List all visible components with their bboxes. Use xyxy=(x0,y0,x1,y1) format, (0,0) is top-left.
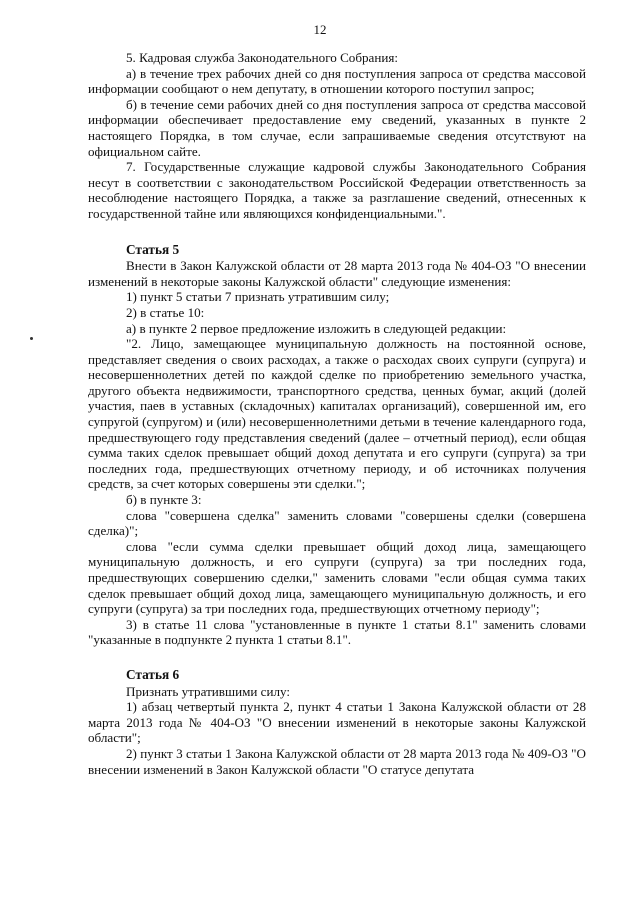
paragraph: "2. Лицо, замещающее муниципальную должность на постоянной основе, представляет сведения о своих расходах, а также о расходах своих супруги (супруга) и несовершеннолетних детей по каждой сделке по приобретению земельного участка, другого объекта недвижимости, транспортного средства, ценных бумаг, акций (долей участия, паев в уставных (складочных) капиталах организаций), совершенной им, его супругой (супругом) и (или) несовершеннолетними детьми в течение календарного года, предшествующего году представления сведений (далее – отчетный период), если общая сумма таких сделок превышает общий доход депутата и его супруги (супруга) за три последних года, предшествующих отчетному периоду, и об источниках получения средств, за счет которых совершены эти сделки."; xyxy=(88,336,586,492)
paragraph: 1) абзац четвертый пункта 2, пункт 4 статьи 1 Закона Калужской области от 28 марта 2013 года № 404-ОЗ "О внесении изменений в некоторые законы Калужской области"; xyxy=(88,699,586,746)
paragraph: а) в пункте 2 первое предложение изложить в следующей редакции: xyxy=(126,320,507,336)
article-heading: Статья 6 xyxy=(126,666,180,682)
paragraph: б) в пункте 3: xyxy=(126,492,202,508)
paragraph: 5. Кадровая служба Законодательного Собрания: xyxy=(126,50,399,65)
margin-mark xyxy=(30,337,33,340)
article-heading: Статья 5 xyxy=(126,241,180,257)
paragraph: 7. Государственные служащие кадровой службы Законодательного Собрания несут в соответствии с законодательством Российской Федерации ответственность за несоблюдение настоящего Порядка, а также за разглашение сведений, отнесенных к государственной тайне или являющихся конфиденциальными.". xyxy=(88,159,586,221)
paragraph: слова "совершена сделка" заменить словами "совершены сделки (совершена сделка)"; xyxy=(88,507,586,539)
paragraph: 2) в статье 10: xyxy=(126,304,205,320)
document-body xyxy=(88,50,586,777)
paragraph: 2) пункт 3 статьи 1 Закона Калужской области от 28 марта 2013 года № 409-ОЗ "О внесении изменений в Закон Калужской области "О статусе депутата xyxy=(88,745,586,777)
paragraph: 3) в статье 11 слова "установленные в пункте 1 статьи 8.1" заменить словами "указанные в подпункте 2 пункта 1 статьи 8.1". xyxy=(88,616,586,648)
paragraph: Признать утратившими силу: xyxy=(126,683,291,699)
paragraph: б) в течение семи рабочих дней со дня поступления запроса от средства массовой информации обеспечивает предоставление ему сведений, указанных в пункте 2 настоящего Порядка, в том случае, если запрашиваемые сведения отсутствуют на официальном сайте. xyxy=(88,96,586,159)
paragraph: слова "если сумма сделки превышает общий доход лица, замещающего муниципальную должность, и его супруги (супруга) за три последних года, предшествующих совершению сделки," заменить словами "если общая сумма таких сделок превышает общий доход лица, замещающего муниципальную должность, и его супруги (супруга) за три последних года, предшествующих отчетному периоду"; xyxy=(88,538,586,617)
paragraph: 1) пункт 5 статьи 7 признать утратившим силу; xyxy=(126,289,390,305)
paragraph: а) в течение трех рабочих дней со дня поступления запроса от средства массовой информации сообщают о нем депутату, в отношении которого поступил запрос; xyxy=(88,65,586,97)
page-number: 12 xyxy=(313,22,327,37)
paragraph: Внести в Закон Калужской области от 28 марта 2013 года № 404-ОЗ "О внесении изменений в некоторые законы Калужской области" следующие изменения: xyxy=(88,258,586,289)
